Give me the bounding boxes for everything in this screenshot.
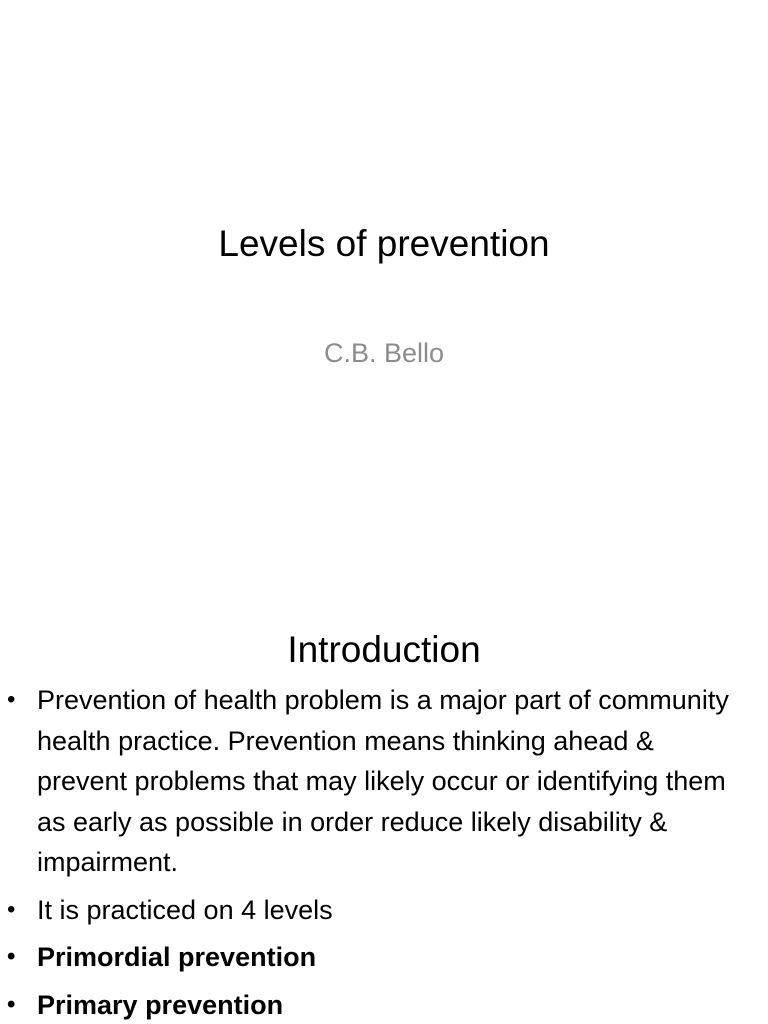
bullet-list	[0, 680, 768, 1024]
bullet-item	[0, 937, 768, 978]
slide-title-heading: Levels of prevention	[218, 223, 550, 264]
bullet-item	[0, 680, 768, 883]
bullet-text: Primary prevention	[37, 989, 284, 1020]
bullet-text: Prevention of health problem is a major part of community health practice. Prevention means thinking ahead & prevent problems that may likely occur or identifying them as early as possible in order reduce likely disability & impairment.	[37, 685, 729, 877]
bullet-text: Primordial prevention	[37, 942, 317, 972]
bullet-dot-icon: •	[7, 943, 16, 970]
bullet-dot-icon: •	[7, 686, 16, 713]
bullet-item	[0, 890, 768, 931]
slide-author: C.B. Bello	[323, 338, 445, 368]
slide-introduction	[0, 576, 768, 1024]
bullet-text: It is practiced on 4 levels	[37, 894, 333, 925]
introduction-heading: Introduction	[287, 629, 481, 670]
bullet-dot-icon: •	[7, 895, 16, 923]
bullet-dot-icon: •	[7, 990, 16, 1018]
bullet-item	[0, 985, 768, 1024]
